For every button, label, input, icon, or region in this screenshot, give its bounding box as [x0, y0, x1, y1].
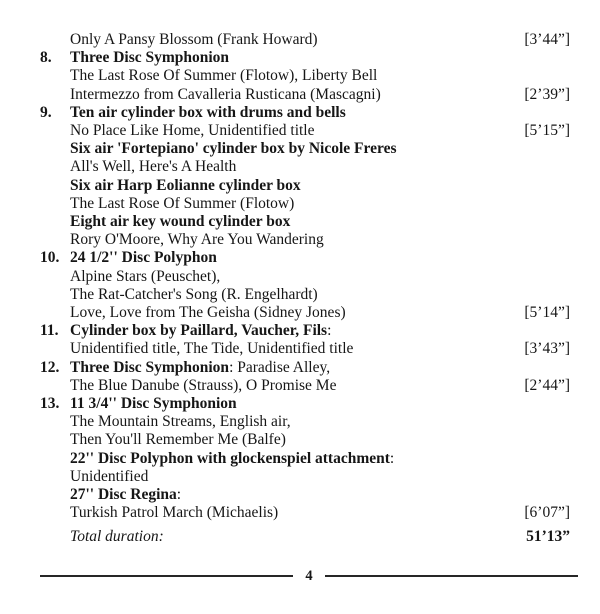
track-text — [70, 249, 570, 267]
track-duration: [6’07”] — [524, 504, 570, 522]
track-text-bold-segment: Six air Harp Eolianne cylinder box — [70, 176, 301, 194]
track-text-bold-segment: Three Disc Symphonion — [70, 49, 230, 67]
track-text — [70, 413, 570, 431]
track-line — [40, 122, 570, 140]
track-line — [40, 158, 570, 176]
track-duration: [3’43”] — [524, 340, 570, 358]
track-number: 13. — [40, 395, 60, 413]
track-line — [40, 140, 570, 158]
track-text-bold-segment: 22'' Disc Polyphon with glockenspiel attachment — [70, 449, 390, 467]
track-text — [70, 122, 524, 140]
track-text — [70, 468, 570, 486]
track-line — [40, 486, 570, 504]
track-text-segment: Love, Love from The Geisha (Sidney Jones) — [70, 304, 346, 322]
track-line — [40, 304, 570, 322]
track-text-segment: The Last Rose Of Summer (Flotow) — [70, 194, 295, 212]
track-text-segment: Alpine Stars (Peuschet), — [70, 267, 221, 285]
track-text-bold-segment: Six air 'Fortepiano' cylinder box by Nicole Freres — [70, 140, 397, 158]
page-footer — [40, 567, 578, 585]
track-number: 12. — [40, 358, 60, 376]
track-line — [40, 195, 570, 213]
track-number: 10. — [40, 249, 60, 267]
track-text-bold-segment: Three Disc Symphonion — [70, 358, 230, 376]
track-list — [40, 31, 570, 522]
track-text-bold-segment: Eight air key wound cylinder box — [70, 213, 291, 231]
track-text-bold-segment: 24 1/2'' Disc Polyphon — [70, 249, 217, 267]
track-text — [70, 177, 570, 195]
track-line — [40, 431, 570, 449]
track-number: 11. — [40, 322, 59, 340]
total-duration-value: 51’13” — [526, 528, 570, 546]
track-text — [70, 359, 570, 377]
track-text — [70, 431, 570, 449]
track-line — [40, 177, 570, 195]
track-text-segment: Intermezzo from Cavalleria Rusticana (Mascagni) — [70, 85, 381, 103]
track-text-segment: Rory O'Moore, Why Are You Wandering — [70, 231, 324, 249]
track-line — [40, 359, 570, 377]
track-text-segment: The Last Rose Of Summer (Flotow), Liberty Bell — [70, 67, 378, 85]
track-text-segment: The Mountain Streams, English air, — [70, 413, 291, 431]
track-text — [70, 195, 570, 213]
track-text-bold-segment: 11 3/4'' Disc Symphonion — [70, 395, 237, 413]
track-line — [40, 49, 570, 67]
page-number: 4 — [305, 568, 313, 584]
track-text — [70, 304, 524, 322]
track-text-segment: : — [327, 322, 332, 340]
track-number: 9. — [40, 103, 52, 121]
track-text-segment: All's Well, Here's A Health — [70, 158, 237, 176]
track-text — [70, 395, 570, 413]
track-text — [70, 486, 570, 504]
track-text-segment: Unidentified title, The Tide, Unidentified title — [70, 340, 354, 358]
track-line — [40, 340, 570, 358]
track-text-segment: Turkish Patrol March (Michaelis) — [70, 504, 279, 522]
track-text-bold-segment: Cylinder box by Paillard, Vaucher, Fils — [70, 322, 328, 340]
track-line — [40, 249, 570, 267]
track-text — [70, 104, 570, 122]
track-line — [40, 86, 570, 104]
track-text — [70, 340, 524, 358]
track-text-segment: The Rat-Catcher's Song (R. Engelhardt) — [70, 285, 318, 303]
track-line — [40, 213, 570, 231]
track-text — [70, 158, 570, 176]
track-text-segment: Unidentified — [70, 467, 149, 485]
track-text — [70, 31, 524, 49]
track-line — [40, 67, 570, 85]
track-line — [40, 231, 570, 249]
track-text — [70, 49, 570, 67]
track-line — [40, 468, 570, 486]
track-text — [70, 450, 570, 468]
total-duration-row — [40, 528, 570, 546]
track-text-bold-segment: Ten air cylinder box with drums and bells — [70, 103, 346, 121]
footer-rule-right — [325, 575, 578, 577]
track-line — [40, 395, 570, 413]
track-text — [70, 268, 570, 286]
track-duration: [5’14”] — [524, 304, 570, 322]
track-text — [70, 377, 524, 395]
track-text — [70, 286, 570, 304]
track-line — [40, 286, 570, 304]
track-duration: [5’15”] — [524, 122, 570, 140]
track-text — [70, 322, 570, 340]
track-line — [40, 504, 570, 522]
track-text — [70, 140, 570, 158]
track-line — [40, 104, 570, 122]
track-text-segment: : Paradise Alley, — [229, 358, 331, 376]
track-text-segment: : — [389, 449, 395, 467]
track-text — [70, 86, 524, 104]
track-line — [40, 31, 570, 49]
track-text — [70, 67, 570, 85]
track-line — [40, 450, 570, 468]
footer-rule-left — [40, 575, 293, 577]
track-text-segment: Only A Pansy Blossom (Frank Howard) — [70, 31, 318, 48]
total-duration-label: Total duration: — [70, 528, 164, 546]
track-duration: [2’39”] — [524, 85, 570, 103]
track-text-segment: Then You'll Remember Me (Balfe) — [70, 431, 286, 449]
track-list-container — [40, 31, 570, 547]
track-line — [40, 268, 570, 286]
track-text-segment: : — [176, 486, 182, 504]
track-duration: [3’44”] — [524, 31, 570, 48]
track-duration: [2’44”] — [524, 376, 570, 394]
track-text-segment: No Place Like Home, Unidentified title — [70, 122, 315, 140]
track-text — [70, 504, 524, 522]
track-number: 8. — [40, 49, 52, 67]
track-text — [70, 213, 570, 231]
track-text-segment: The Blue Danube (Strauss), O Promise Me — [70, 376, 337, 394]
track-line — [40, 413, 570, 431]
track-text-bold-segment: 27'' Disc Regina — [70, 486, 177, 504]
track-line — [40, 322, 570, 340]
track-line — [40, 377, 570, 395]
track-text — [70, 231, 570, 249]
